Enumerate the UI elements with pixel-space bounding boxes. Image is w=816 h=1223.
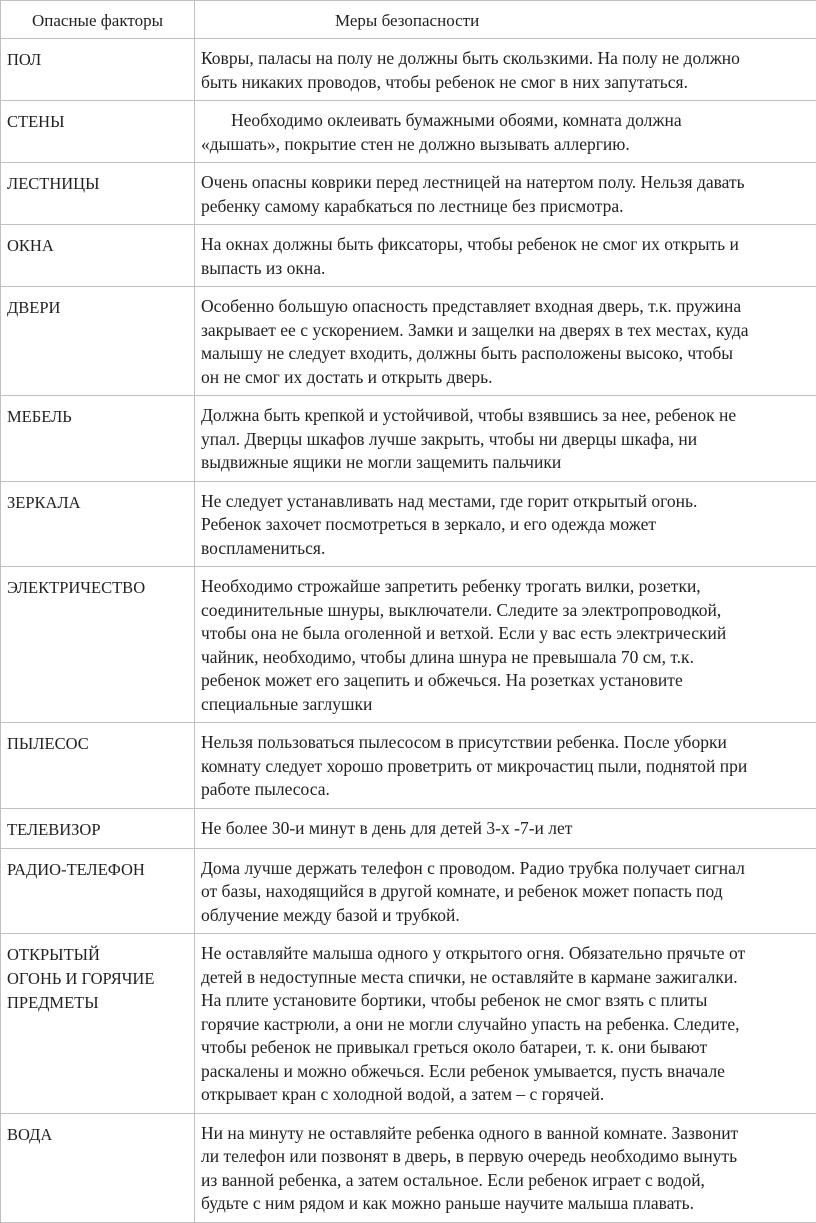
table-row — [1, 567, 816, 723]
table-row — [1, 481, 816, 567]
measure-cell — [195, 1113, 816, 1222]
table-row — [1, 163, 816, 225]
measure-line: На окнах должны быть фиксаторы, чтобы ребенок не смог их открыть и — [201, 233, 816, 257]
measure-line: специальные заглушки — [201, 693, 816, 717]
measure-line: закрывает ее с ускорением. Замки и защелки на дверях в тех местах, куда — [201, 319, 816, 343]
measure-line: Особенно большую опасность представляет входная дверь, т.к. пружина — [201, 295, 816, 319]
measure-line: детей в недоступные места спички, не оставляйте в кармане зажигалки. — [201, 966, 816, 990]
factor-label: РАДИО-ТЕЛЕФОН — [7, 860, 145, 879]
measure-line: «дышать», покрытие стен не должно вызывать аллергию. — [201, 133, 816, 157]
factor-cell — [1, 567, 195, 723]
table-row — [1, 225, 816, 287]
measure-line: комнату следует хорошо проветрить от микрочастиц пыли, поднятой при — [201, 755, 816, 779]
table-row — [1, 934, 816, 1114]
factor-label: ЭЛЕКТРИЧЕСТВО — [7, 578, 145, 597]
measure-cell — [195, 101, 816, 163]
measure-cell — [195, 567, 816, 723]
measure-cell — [195, 481, 816, 567]
measure-line: чтобы ребенок не привыкал греться около батареи, т. к. они бывают — [201, 1036, 816, 1060]
measure-line: Дома лучше держать телефон с проводом. Радио трубка получает сигнал — [201, 857, 816, 881]
factor-cell — [1, 396, 195, 482]
measure-line: ли телефон или позвонят в дверь, в первую очередь необходимо вынуть — [201, 1145, 816, 1169]
measure-line: малышу не следует входить, должны быть расположены высоко, чтобы — [201, 342, 816, 366]
measure-cell — [195, 723, 816, 809]
measure-cell — [195, 39, 816, 101]
table-row — [1, 1113, 816, 1222]
header-factors: Опасные факторы — [1, 1, 195, 39]
factor-label: СТЕНЫ — [7, 112, 64, 131]
table-row — [1, 723, 816, 809]
table-row — [1, 39, 816, 101]
measure-line: работе пылесоса. — [201, 778, 816, 802]
factor-label: ОКНА — [7, 236, 54, 255]
factor-label: ПЫЛЕСОС — [7, 734, 89, 753]
table-header-row — [1, 1, 816, 39]
measure-line: Ковры, паласы на полу не должны быть скользкими. На полу не должно — [201, 47, 816, 71]
factor-line: ОТКРЫТЫЙ — [7, 943, 188, 967]
table-row — [1, 101, 816, 163]
factor-cell — [1, 1113, 195, 1222]
measure-line: Ни на минуту не оставляйте ребенка одного в ванной комнате. Зазвонит — [201, 1122, 816, 1146]
measure-line: На плите установите бортики, чтобы ребенок не смог взять с плиты — [201, 989, 816, 1013]
measure-cell — [195, 848, 816, 934]
measure-cell — [195, 934, 816, 1114]
factor-line: ОГОНЬ И ГОРЯЧИЕ — [7, 967, 188, 991]
factor-label: ТЕЛЕВИЗОР — [7, 820, 101, 839]
table-row — [1, 848, 816, 934]
factor-label: МЕБЕЛЬ — [7, 407, 72, 426]
header-measures: Меры безопасности — [195, 1, 816, 39]
measure-cell — [195, 808, 816, 848]
measure-line: выдвижные ящики не могли защемить пальчики — [201, 451, 816, 475]
table-body — [1, 39, 816, 1223]
measure-line: Не оставляйте малыша одного у открытого огня. Обязательно прячьте от — [201, 942, 816, 966]
measure-line: ребенок может его зацепить и обжечься. На розетках установите — [201, 669, 816, 693]
factor-cell — [1, 39, 195, 101]
measure-line: чайник, необходимо, чтобы длина шнура не превышала 70 см, т.к. — [201, 646, 816, 670]
measure-line: ребенку самому карабкаться по лестнице без присмотра. — [201, 195, 816, 219]
measure-line: быть никаких проводов, чтобы ребенок не смог в них запутаться. — [201, 71, 816, 95]
factor-cell — [1, 481, 195, 567]
table-row — [1, 808, 816, 848]
factor-line: ПРЕДМЕТЫ — [7, 991, 188, 1015]
measure-line: упал. Дверцы шкафов лучше закрыть, чтобы ни дверцы шкафа, ни — [201, 428, 816, 452]
factor-label: ВОДА — [7, 1125, 52, 1144]
measure-line: Не следует устанавливать над местами, где горит открытый огонь. — [201, 490, 816, 514]
table-row — [1, 287, 816, 396]
measure-cell — [195, 287, 816, 396]
factor-cell — [1, 723, 195, 809]
measure-cell — [195, 396, 816, 482]
measure-cell — [195, 163, 816, 225]
measure-line: воспламениться. — [201, 537, 816, 561]
measure-line: Должна быть крепкой и устойчивой, чтобы взявшись за нее, ребенок не — [201, 404, 816, 428]
measure-line: чтобы она не была оголенной и ветхой. Если у вас есть электрический — [201, 622, 816, 646]
measure-line: раскалены и можно обжечься. Если ребенок умывается, пусть вначале — [201, 1060, 816, 1084]
factor-label: ЗЕРКАЛА — [7, 493, 81, 512]
factor-cell — [1, 934, 195, 1114]
measure-line: Ребенок захочет посмотреться в зеркало, и его одежда может — [201, 513, 816, 537]
factor-cell — [1, 287, 195, 396]
factor-cell — [1, 225, 195, 287]
measure-line: будьте с ним рядом и как можно раньше научите малыша плавать. — [201, 1192, 816, 1216]
measure-line: соединительные шнуры, выключатели. Следите за электропроводкой, — [201, 599, 816, 623]
factor-cell — [1, 848, 195, 934]
factor-cell — [1, 101, 195, 163]
measure-line: облучение между базой и трубкой. — [201, 904, 816, 928]
measure-line: от базы, находящийся в другой комнате, и ребенок может попасть под — [201, 880, 816, 904]
measure-line: он не смог их достать и открыть дверь. — [201, 366, 816, 390]
table-row — [1, 396, 816, 482]
measure-line: открывает кран с холодной водой, а затем – с горячей. — [201, 1083, 816, 1107]
factor-cell — [1, 163, 195, 225]
measure-line: Необходимо строжайше запретить ребенку трогать вилки, розетки, — [201, 575, 816, 599]
factor-label: ДВЕРИ — [7, 298, 60, 317]
measure-line: Не более 30-и минут в день для детей 3-х -7-и лет — [201, 817, 816, 841]
measure-line: Очень опасны коврики перед лестницей на натертом полу. Нельзя давать — [201, 171, 816, 195]
measure-line: горячие кастрюли, а они не могли случайно упасть на ребенка. Следите, — [201, 1013, 816, 1037]
factor-label: ПОЛ — [7, 50, 41, 69]
measure-line: Необходимо оклеивать бумажными обоями, комната должна — [201, 109, 816, 133]
measure-cell — [195, 225, 816, 287]
measure-line: Нельзя пользоваться пылесосом в присутствии ребенка. После уборки — [201, 731, 816, 755]
measure-line: из ванной ребенка, а затем остальное. Если ребенок играет с водой, — [201, 1169, 816, 1193]
factor-cell — [1, 808, 195, 848]
factor-label: ЛЕСТНИЦЫ — [7, 174, 100, 193]
measure-line: выпасть из окна. — [201, 257, 816, 281]
